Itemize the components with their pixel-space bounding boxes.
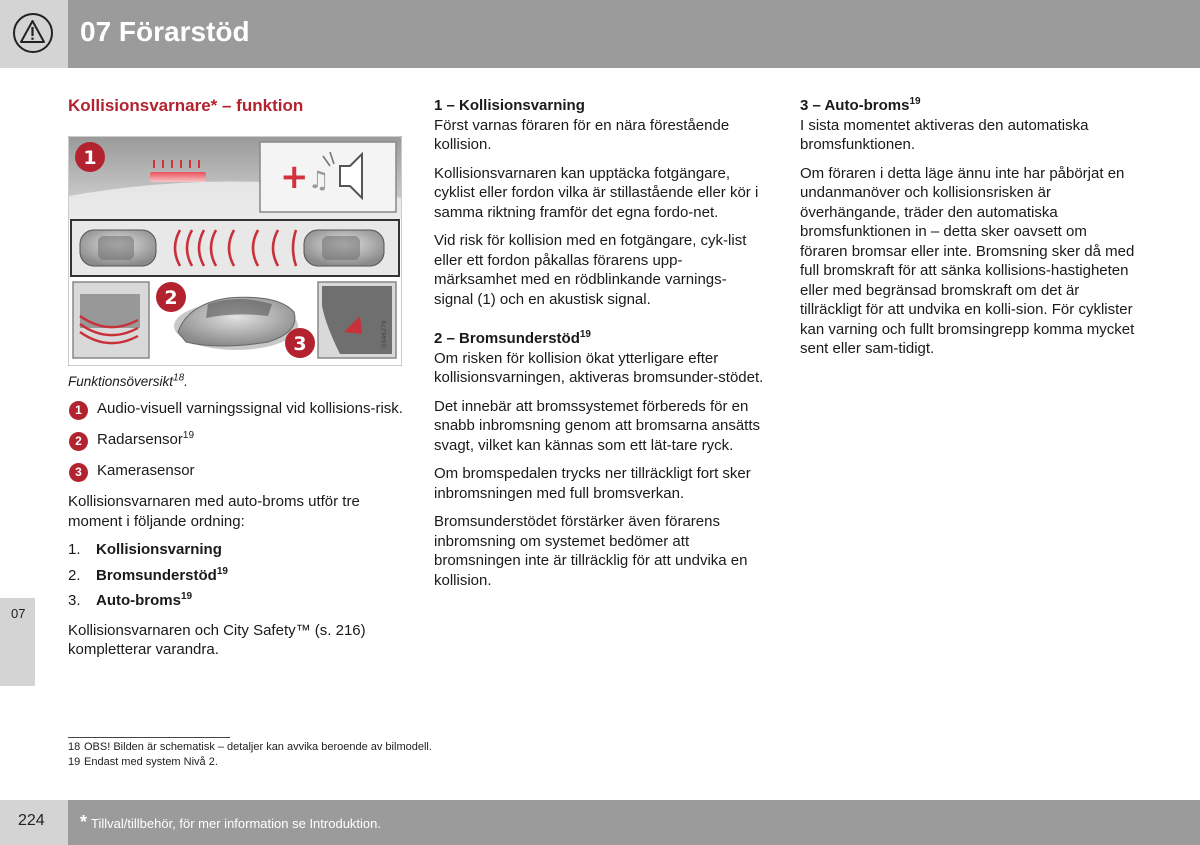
heading-collision-warning: 1 – Kollisionsvarning [434,97,585,114]
svg-text:♫: ♫ [308,165,330,194]
step-1-text: Kollisionsvarning [96,541,222,558]
asterisk-icon: * [80,812,88,832]
svg-text:+: + [280,156,309,197]
heading-brake-support [434,329,764,349]
step-2-label: Bromsunderstöd [96,566,217,584]
paragraph: Om föraren i detta läge ännu inte har påbörjat en undanmanöver och kollisionsrisken är överhängande, träder den automatiska bromsfunktionen in – detta sker oavsett om föraren bromsar eller inte. Bromsning sker då med full bromskraft för att sänka kollisions-hastigheten eller med begränsad bromskraft om det är tillräckligt för att undvika en kolli-sion. För cyklister kan varning och fullt bromsingrepp komma mycket sent eller sam-tidigt. [800,164,1135,357]
chapter-title: 07 Förarstöd [80,16,250,47]
callout-3: 3 [293,332,307,355]
steps-intro: Kollisionsvarnaren med auto-broms utför tre moment i följande ordning: [68,493,360,530]
legend-item-3 [68,461,403,482]
footnote-19-text: Endast med system Nivå 2. [84,756,218,768]
section-heading: Kollisionsvarnare* – funktion [68,96,304,115]
column-middle [434,96,764,599]
warning-icon [13,13,53,53]
footnote-rule [68,737,230,738]
callout-1: 1 [83,146,97,169]
caption-text: Funktionsöversikt [68,373,174,389]
step-2 [68,566,403,586]
paragraph: Först varnas föraren för en nära förestående kollision. [434,116,730,153]
legend-badge-1: 1 [69,401,88,420]
figure-caption [68,372,403,392]
step-3-label: Auto-broms [96,592,181,609]
legend-footnote-ref-2: 19 [182,430,195,441]
caption-footnote-ref: 18 [173,372,185,383]
step-2-number: 2. [68,566,81,584]
steps-outro: Kollisionsvarnaren och City Safety™ (s. 216) kompletterar varandra. [68,621,366,658]
step-1-number: 1. [68,541,81,558]
step-3 [68,591,403,611]
paragraph: Bromsunderstödet förstärker även förarens inbromsning om systemet bedömer att bromsningen inte är tillräcklig för att undvika en kollision. [434,513,748,589]
page-number: 224 [18,812,45,829]
callout-2: 2 [164,286,178,309]
heading-brake-support-footnote-ref: 19 [579,329,591,340]
paragraph: Vid risk för kollision med en fotgängare, cyk-list eller ett fordon påkallas förarens upp-märksamhet med en rödblinkande varnings-signal (1) och en akustisk signal. [434,232,747,308]
chapter-side-tab-label: 07 [11,606,26,621]
paragraph: Kollisionsvarnaren kan upptäcka fotgängare, cyklist eller fordon vilka är stillastående eller kör i samma riktning framför det egna fordo-net. [434,164,759,221]
footnote-18 [68,741,432,753]
heading-auto-brake-text: 3 – Auto-broms [800,97,910,114]
heading-auto-brake [800,96,1135,116]
footnote-19-number: 19 [68,756,81,768]
legend-text-1: Audio-visuell varningssignal vid kollisions-risk. [97,400,403,417]
step-2-footnote-ref: 19 [216,565,228,577]
step-1 [68,540,403,560]
step-2-text [96,566,228,586]
footnote-18-number: 18 [68,741,81,753]
paragraph: Om risken för kollision ökat ytterligare efter kollisionsvarningen, aktiveras bromsunder-stödet. [434,349,764,386]
steps-list [68,540,403,611]
step-3-number: 3. [68,592,81,609]
footnote-19 [68,756,218,768]
footer-note [80,812,381,833]
paragraph: I sista momentet aktiveras den automatiska bromsfunktionen. [800,116,1089,153]
step-3-footnote-ref: 19 [181,591,193,602]
caption-end: . [184,373,188,389]
legend-text-3: Kamerasensor [97,462,195,479]
step-3-text [96,591,192,611]
heading-auto-brake-footnote-ref: 19 [909,96,921,107]
legend-badge-2: 2 [69,432,88,451]
function-overview-figure [68,136,402,366]
column-right [800,96,1135,368]
header-icon-box [0,0,68,68]
legend-badge-3: 3 [69,463,88,482]
footer-note-text: Tillval/tillbehör, för mer information se Introduktion. [91,816,381,831]
legend-item-1 [68,399,403,420]
paragraph: Det innebär att bromssystemet förbereds för en snabb inbromsning genom att bromsarna ansätts svagt, vilket kan kännas som ett lät-tare ryck. [434,397,761,454]
footnote-18-text: OBS! Bilden är schematisk – detaljer kan avvika beroende av bilmodell. [84,741,432,753]
figure-code: G046279 [381,319,388,348]
column-left [68,96,403,669]
legend-text-2-main: Radarsensor [97,431,183,448]
paragraph: Om bromspedalen trycks ner tillräckligt fort sker inbromsningen med full bromsverkan. [434,465,751,502]
heading-brake-support-text: 2 – Bromsunderstöd [434,330,580,347]
legend-item-2 [68,430,403,451]
legend-text-2 [97,430,194,450]
